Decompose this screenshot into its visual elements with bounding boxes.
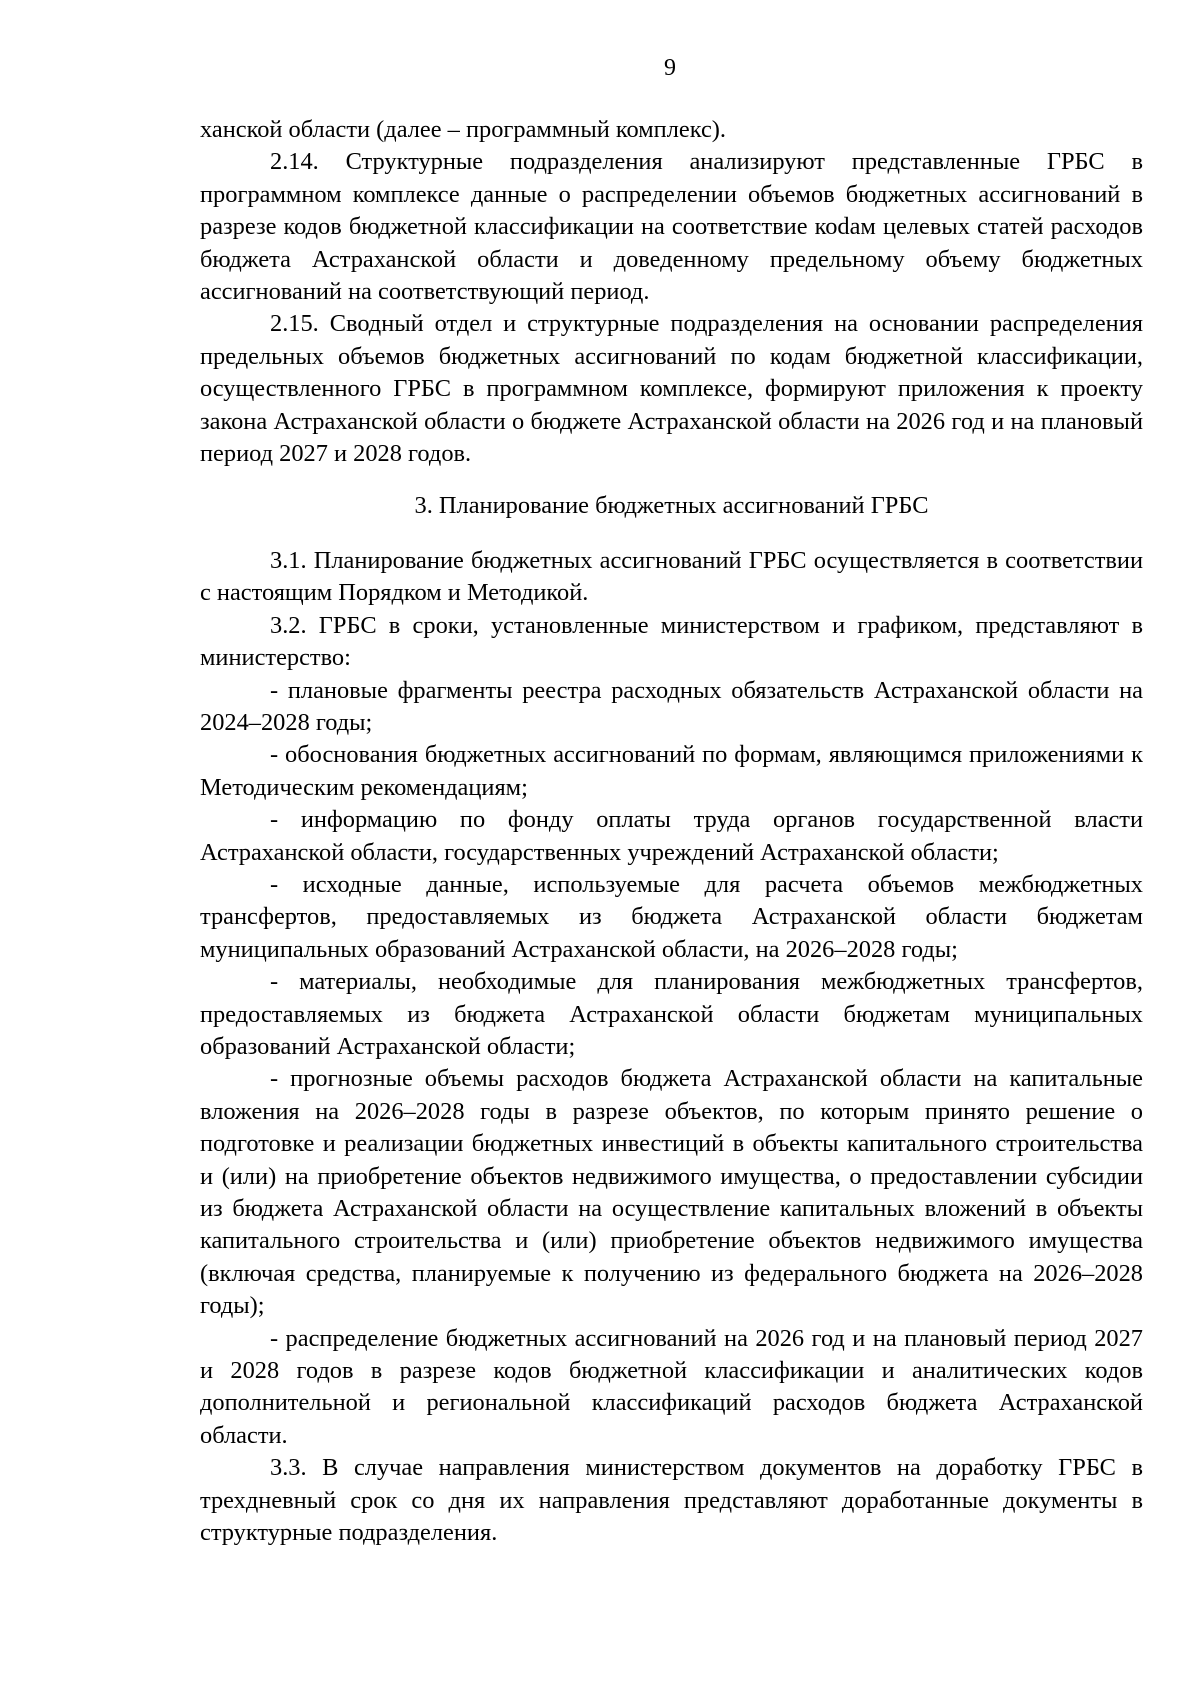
list-item: - прогнозные объемы расходов бюджета Астраханской области на капитальные вложения на 2026–2028 годы в разрезе объектов, по которым принято решение о подготовке и реализации бюджетных инвестиций в объекты капитального строительства и (или) на приобретение объектов недвижимого имущества, о предоставлении субсидии из бюджета Астраханской области на осуществление капитальных вложений в объекты капитального строительства и (или) приобретение объектов недвижимого имущества (включая средства, планируемые к получению из федерального бюджета на 2026–2028 годы); [200, 1065, 1143, 1320]
list-item: - материалы, необходимые для планирования межбюджетных трансфертов, предоставляемых из бюджета Астраханской области бюджетам муниципальных образований Астраханской области; [200, 968, 1143, 1060]
paragraph-3-1: 3.1. Планирование бюджетных ассигнований ГРБС осуществляется в соответствии с настоящим Порядком и Методикой. [200, 546, 1143, 607]
list-item: - плановые фрагменты реестра расходных обязательств Астраханской области на 2024–2028 годы; [200, 676, 1143, 736]
paragraph-3-3: 3.3. В случае направления министерством документов на доработку ГРБС в трехдневный срок со дня их направления представляют доработанные документы в структурные подразделения. [200, 1454, 1143, 1547]
list-item: - распределение бюджетных ассигнований на 2026 год и на плановый период 2027 и 2028 годов в разрезе кодов бюджетной классификации и аналитических кодов дополнительной и региональной классификаций расходов бюджета Астраханской области. [200, 1324, 1143, 1449]
list-item: - информацию по фонду оплаты труда органов государственной власти Астраханской области, государственных учреждений Астраханской области; [200, 806, 1143, 866]
document-body [200, 114, 1143, 1549]
paragraph-continuation: ханской области (далее – программный комплекс). [200, 116, 726, 143]
page-number: 9 [664, 55, 676, 81]
list-item: - обоснования бюджетных ассигнований по формам, являющимся приложениями к Методическим рекомендациям; [200, 741, 1143, 801]
paragraph-3-2: 3.2. ГРБС в сроки, установленные министерством и графиком, представляют в министерство: [200, 611, 1143, 672]
paragraph-2-14: 2.14. Структурные подразделения анализируют представленные ГРБС в программном комплексе данные о распределении объемов бюджетных ассигнований в разрезе кодов бюджетной классификации на соответствие коdам целевых статей расходов бюджета Астраханской области и доведенному предельному объему бюджетных ассигнований на соответствующий период. [200, 148, 1143, 306]
section-heading: 3. Планирование бюджетных ассигнований ГРБС [414, 492, 929, 520]
paragraph-2-15: 2.15. Сводный отдел и структурные подразделения на основании распределения предельных объемов бюджетных ассигнований по кодам бюджетной классификации, осуществленного ГРБС в программном комплексе, формируют приложения к проекту закона Астраханской области о бюджете Астраханской области на 2026 год и на плановый период 2027 и 2028 годов. [200, 310, 1143, 468]
list-item: - исходные данные, используемые для расчета объемов межбюджетных трансфертов, предоставляемых из бюджета Астраханской области бюджетам муниципальных образований Астраханской области, на 2026–2028 годы; [200, 870, 1143, 963]
